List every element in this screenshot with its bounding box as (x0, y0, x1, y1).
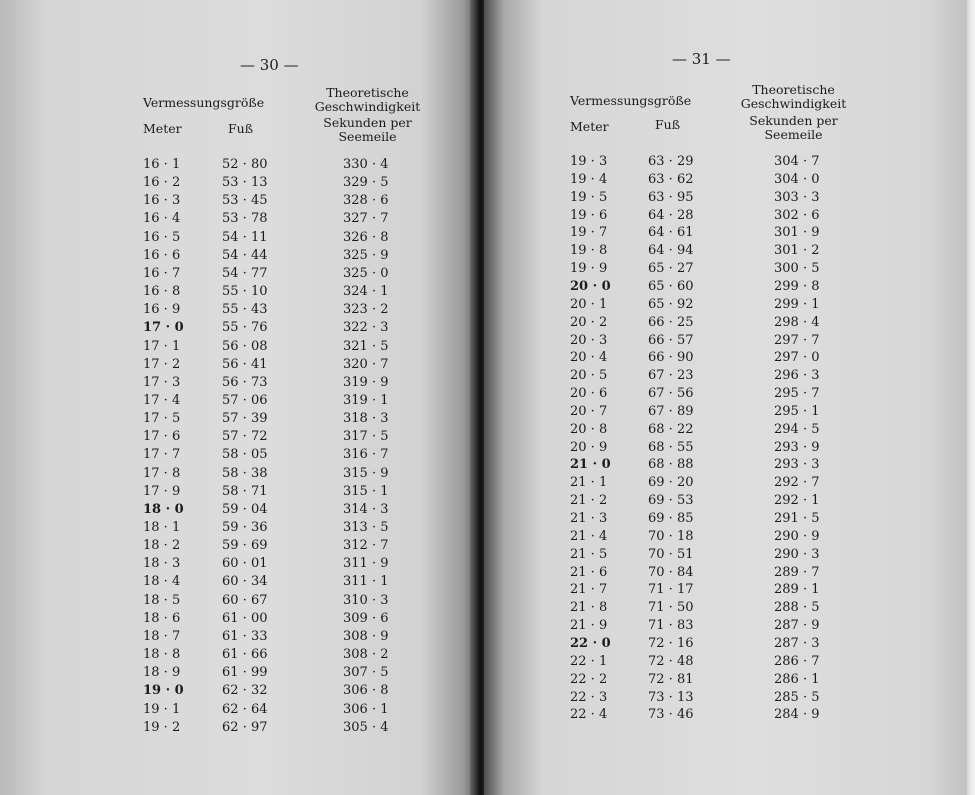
meter-cell: 17 · 7 (143, 447, 181, 463)
foot-cell: 56 · 73 (222, 374, 268, 390)
table-row (0, 228, 470, 248)
foot-cell: 63 · 29 (648, 154, 694, 169)
seconds-cell: 315 · 1 (343, 483, 389, 499)
foot-cell: 68 · 22 (648, 421, 694, 437)
meter-cell: 16 · 9 (143, 302, 181, 318)
left-page (0, 0, 478, 795)
meter-cell: 18 · 3 (143, 556, 181, 572)
seconds-cell: 318 · 3 (343, 411, 389, 427)
foot-cell: 60 · 01 (222, 556, 268, 572)
seconds-cell: 294 · 5 (774, 421, 820, 437)
seconds-cell: 295 · 7 (774, 386, 820, 402)
foot-cell: 59 · 36 (222, 520, 268, 535)
meter-cell: 22 · 2 (570, 671, 608, 687)
table-row (0, 155, 470, 175)
meter-cell: 17 · 1 (143, 338, 181, 354)
header-meter: Meter (143, 121, 182, 136)
meter-cell: 16 · 3 (143, 193, 181, 209)
foot-cell: 61 · 00 (222, 610, 268, 626)
meter-cell: 20 · 2 (570, 314, 608, 330)
meter-cell: 17 · 9 (143, 483, 181, 499)
meter-cell: 18 · 5 (143, 592, 181, 608)
meter-cell: 21 · 5 (570, 546, 608, 562)
foot-cell: 56 · 08 (222, 338, 268, 354)
foot-cell: 54 · 11 (222, 229, 268, 245)
table-row (0, 173, 470, 193)
foot-cell: 64 · 61 (648, 225, 694, 241)
meter-cell: 17 · 0 (143, 320, 184, 336)
seconds-cell: 304 · 7 (774, 154, 820, 169)
meter-cell: 18 · 9 (143, 665, 181, 681)
meter-cell: 20 · 4 (570, 350, 608, 366)
foot-cell: 65 · 27 (648, 261, 694, 277)
meter-cell: 19 · 0 (143, 683, 184, 699)
meter-cell: 16 · 1 (143, 157, 181, 172)
foot-cell: 57 · 06 (222, 392, 268, 408)
meter-cell: 17 · 8 (143, 465, 181, 481)
seconds-cell: 298 · 4 (774, 314, 820, 330)
foot-cell: 69 · 20 (648, 475, 694, 491)
seconds-cell: 326 · 8 (343, 229, 389, 245)
table-row (484, 705, 964, 725)
foot-cell: 53 · 45 (222, 193, 268, 209)
table-row (0, 300, 470, 320)
table-row (0, 700, 470, 720)
table-row (0, 482, 470, 502)
foot-cell: 73 · 13 (648, 689, 694, 705)
table-row (0, 445, 470, 465)
foot-cell: 64 · 94 (648, 243, 694, 259)
foot-cell: 69 · 85 (648, 511, 694, 526)
seconds-cell: 325 · 9 (343, 247, 389, 263)
seconds-cell: 285 · 5 (774, 689, 820, 705)
table-row (0, 663, 470, 683)
foot-cell: 57 · 39 (222, 411, 268, 427)
meter-cell: 21 · 7 (570, 582, 608, 598)
foot-cell: 60 · 34 (222, 574, 268, 590)
meter-cell: 22 · 1 (570, 653, 608, 669)
foot-cell: 53 · 13 (222, 175, 268, 191)
seconds-cell: 300 · 5 (774, 261, 820, 277)
seconds-cell: 330 · 4 (343, 157, 389, 172)
foot-cell: 62 · 32 (222, 683, 268, 699)
foot-cell: 72 · 48 (648, 653, 694, 669)
foot-cell: 70 · 84 (648, 564, 694, 580)
table-row (0, 536, 470, 556)
header-theoretical-speed-line-1: Theoretische (752, 82, 835, 97)
foot-cell: 52 · 80 (222, 157, 268, 172)
seconds-cell: 296 · 3 (774, 368, 820, 384)
meter-cell: 17 · 2 (143, 356, 181, 372)
meter-cell: 19 · 5 (570, 189, 608, 205)
foot-cell: 58 · 71 (222, 483, 268, 499)
foot-cell: 59 · 04 (222, 501, 268, 517)
seconds-cell: 310 · 3 (343, 592, 389, 608)
table-row (0, 609, 470, 629)
table-row (0, 464, 470, 484)
meter-cell: 20 · 0 (570, 278, 611, 294)
seconds-cell: 313 · 5 (343, 520, 389, 535)
foot-cell: 60 · 67 (222, 592, 268, 608)
seconds-cell: 299 · 1 (774, 296, 820, 312)
foot-cell: 53 · 78 (222, 211, 268, 227)
meter-cell: 20 · 5 (570, 368, 608, 384)
seconds-cell: 301 · 9 (774, 225, 820, 241)
header-survey-size: Vermessungsgröße (570, 93, 692, 108)
seconds-cell: 314 · 3 (343, 501, 389, 517)
seconds-cell: 293 · 3 (774, 457, 820, 473)
seconds-cell: 302 · 6 (774, 207, 820, 223)
meter-cell: 16 · 8 (143, 284, 181, 300)
meter-cell: 19 · 8 (570, 243, 608, 259)
foot-cell: 67 · 89 (648, 403, 694, 419)
meter-cell: 16 · 5 (143, 229, 181, 245)
foot-cell: 64 · 28 (648, 207, 694, 223)
seconds-cell: 328 · 6 (343, 193, 389, 209)
foot-cell: 72 · 16 (648, 635, 694, 651)
header-seconds-per-mile-line-2: Seemeile (764, 127, 823, 142)
table-row (0, 318, 470, 338)
foot-cell: 61 · 99 (222, 665, 268, 681)
seconds-cell: 311 · 9 (343, 556, 389, 572)
meter-cell: 21 · 4 (570, 528, 608, 544)
meter-cell: 18 · 6 (143, 610, 181, 626)
meter-cell: 16 · 7 (143, 265, 181, 281)
seconds-cell: 295 · 1 (774, 403, 820, 419)
header-theoretical-speed (726, 83, 861, 111)
meter-cell: 20 · 1 (570, 296, 608, 312)
table-row (0, 337, 470, 357)
table-row (0, 518, 470, 538)
seconds-cell: 286 · 7 (774, 653, 820, 669)
foot-cell: 54 · 44 (222, 247, 268, 263)
meter-cell: 17 · 4 (143, 392, 181, 408)
seconds-cell: 292 · 1 (774, 493, 820, 509)
header-seconds-per-mile (300, 116, 435, 144)
foot-cell: 71 · 50 (648, 600, 694, 616)
meter-cell: 20 · 8 (570, 421, 608, 437)
seconds-cell: 308 · 9 (343, 628, 389, 644)
foot-cell: 54 · 77 (222, 265, 268, 281)
foot-cell: 55 · 43 (222, 302, 268, 318)
meter-cell: 19 · 9 (570, 261, 608, 277)
page-edge (965, 0, 975, 795)
table-row (0, 191, 470, 211)
right-page (484, 0, 975, 795)
meter-cell: 21 · 3 (570, 511, 608, 526)
foot-cell: 59 · 69 (222, 538, 268, 554)
page-number: — 31 — (672, 50, 731, 68)
seconds-cell: 299 · 8 (774, 278, 820, 294)
table-row (0, 572, 470, 592)
table-row (0, 591, 470, 611)
meter-cell: 18 · 4 (143, 574, 181, 590)
table-row (0, 554, 470, 574)
foot-cell: 66 · 25 (648, 314, 694, 330)
foot-cell: 68 · 55 (648, 439, 694, 455)
foot-cell: 65 · 92 (648, 296, 694, 312)
foot-cell: 62 · 64 (222, 701, 268, 717)
foot-cell: 73 · 46 (648, 707, 694, 723)
foot-cell: 72 · 81 (648, 671, 694, 687)
seconds-cell: 325 · 0 (343, 265, 389, 281)
table-row (0, 264, 470, 284)
foot-cell: 67 · 23 (648, 368, 694, 384)
foot-cell: 65 · 60 (648, 278, 694, 294)
seconds-cell: 316 · 7 (343, 447, 389, 463)
meter-cell: 16 · 6 (143, 247, 181, 263)
header-seconds-per-mile-line-1: Sekunden per (749, 113, 838, 128)
seconds-cell: 307 · 5 (343, 665, 389, 681)
header-foot: Fuß (655, 117, 681, 132)
header-seconds-per-mile-line-2: Seemeile (338, 129, 397, 144)
table-row (0, 282, 470, 302)
meter-cell: 19 · 6 (570, 207, 608, 223)
foot-cell: 66 · 57 (648, 332, 694, 348)
meter-cell: 18 · 7 (143, 628, 181, 644)
meter-cell: 19 · 4 (570, 171, 608, 187)
meter-cell: 21 · 0 (570, 457, 611, 473)
seconds-cell: 297 · 7 (774, 332, 820, 348)
seconds-cell: 315 · 9 (343, 465, 389, 481)
seconds-cell: 311 · 1 (343, 574, 389, 590)
seconds-cell: 297 · 0 (774, 350, 820, 366)
foot-cell: 58 · 05 (222, 447, 268, 463)
seconds-cell: 312 · 7 (343, 538, 389, 554)
seconds-cell: 290 · 9 (774, 528, 820, 544)
meter-cell: 16 · 2 (143, 175, 181, 191)
meter-cell: 16 · 4 (143, 211, 181, 227)
foot-cell: 70 · 18 (648, 528, 694, 544)
seconds-cell: 304 · 0 (774, 171, 820, 187)
table-row (0, 355, 470, 375)
foot-cell: 61 · 33 (222, 628, 268, 644)
meter-cell: 22 · 3 (570, 689, 608, 705)
seconds-cell: 324 · 1 (343, 284, 389, 300)
foot-cell: 71 · 83 (648, 618, 694, 634)
header-theoretical-speed (300, 86, 435, 114)
seconds-cell: 287 · 9 (774, 618, 820, 634)
header-meter: Meter (570, 119, 609, 134)
table-row (0, 409, 470, 429)
foot-cell: 71 · 17 (648, 582, 694, 598)
seconds-cell: 292 · 7 (774, 475, 820, 491)
seconds-cell: 305 · 4 (343, 719, 389, 735)
seconds-cell: 301 · 2 (774, 243, 820, 259)
meter-cell: 21 · 9 (570, 618, 608, 634)
table-row (0, 246, 470, 266)
meter-cell: 17 · 5 (143, 411, 181, 427)
header-theoretical-speed-line-2: Geschwindigkeit (740, 96, 847, 111)
seconds-cell: 323 · 2 (343, 302, 389, 318)
seconds-cell: 308 · 2 (343, 647, 389, 663)
meter-cell: 18 · 0 (143, 501, 184, 517)
meter-cell: 19 · 7 (570, 225, 608, 241)
table-row (0, 373, 470, 393)
foot-cell: 61 · 66 (222, 647, 268, 663)
table-row (0, 627, 470, 647)
seconds-cell: 291 · 5 (774, 511, 820, 526)
foot-cell: 70 · 51 (648, 546, 694, 562)
foot-cell: 67 · 56 (648, 386, 694, 402)
seconds-cell: 317 · 5 (343, 429, 389, 445)
table-row (0, 209, 470, 229)
table-row (0, 500, 470, 520)
seconds-cell: 288 · 5 (774, 600, 820, 616)
meter-cell: 18 · 2 (143, 538, 181, 554)
meter-cell: 20 · 9 (570, 439, 608, 455)
meter-cell: 17 · 6 (143, 429, 181, 445)
table-row (0, 645, 470, 665)
seconds-cell: 287 · 3 (774, 635, 820, 651)
header-foot: Fuß (228, 121, 254, 136)
foot-cell: 56 · 41 (222, 356, 268, 372)
foot-cell: 55 · 10 (222, 284, 268, 300)
seconds-cell: 303 · 3 (774, 189, 820, 205)
meter-cell: 20 · 7 (570, 403, 608, 419)
meter-cell: 18 · 1 (143, 520, 181, 535)
header-seconds-per-mile (726, 114, 861, 142)
table-row (0, 718, 470, 738)
foot-cell: 62 · 97 (222, 719, 268, 735)
meter-cell: 22 · 4 (570, 707, 608, 723)
seconds-cell: 306 · 8 (343, 683, 389, 699)
seconds-cell: 320 · 7 (343, 356, 389, 372)
meter-cell: 21 · 1 (570, 475, 608, 491)
table-row (0, 427, 470, 447)
header-theoretical-speed-line-1: Theoretische (326, 85, 409, 100)
seconds-cell: 319 · 1 (343, 392, 389, 408)
header-survey-size: Vermessungsgröße (143, 95, 265, 110)
foot-cell: 63 · 62 (648, 171, 694, 187)
foot-cell: 57 · 72 (222, 429, 268, 445)
meter-cell: 19 · 3 (570, 154, 608, 169)
meter-cell: 21 · 6 (570, 564, 608, 580)
meter-cell: 20 · 6 (570, 386, 608, 402)
meter-cell: 21 · 8 (570, 600, 608, 616)
seconds-cell: 289 · 7 (774, 564, 820, 580)
foot-cell: 69 · 53 (648, 493, 694, 509)
seconds-cell: 321 · 5 (343, 338, 389, 354)
meter-cell: 18 · 8 (143, 647, 181, 663)
foot-cell: 68 · 88 (648, 457, 694, 473)
page-number: — 30 — (240, 56, 299, 74)
seconds-cell: 284 · 9 (774, 707, 820, 723)
foot-cell: 58 · 38 (222, 465, 268, 481)
seconds-cell: 293 · 9 (774, 439, 820, 455)
seconds-cell: 286 · 1 (774, 671, 820, 687)
foot-cell: 55 · 76 (222, 320, 268, 336)
meter-cell: 20 · 3 (570, 332, 608, 348)
seconds-cell: 289 · 1 (774, 582, 820, 598)
table-row (0, 681, 470, 701)
seconds-cell: 327 · 7 (343, 211, 389, 227)
header-seconds-per-mile-line-1: Sekunden per (323, 115, 412, 130)
seconds-cell: 309 · 6 (343, 610, 389, 626)
meter-cell: 19 · 2 (143, 719, 181, 735)
table-row (0, 391, 470, 411)
header-theoretical-speed-line-2: Geschwindigkeit (314, 99, 421, 114)
foot-cell: 66 · 90 (648, 350, 694, 366)
foot-cell: 63 · 95 (648, 189, 694, 205)
seconds-cell: 319 · 9 (343, 374, 389, 390)
meter-cell: 17 · 3 (143, 374, 181, 390)
meter-cell: 21 · 2 (570, 493, 608, 509)
meter-cell: 19 · 1 (143, 701, 181, 717)
seconds-cell: 322 · 3 (343, 320, 389, 336)
meter-cell: 22 · 0 (570, 635, 611, 651)
seconds-cell: 306 · 1 (343, 701, 389, 717)
seconds-cell: 290 · 3 (774, 546, 820, 562)
seconds-cell: 329 · 5 (343, 175, 389, 191)
